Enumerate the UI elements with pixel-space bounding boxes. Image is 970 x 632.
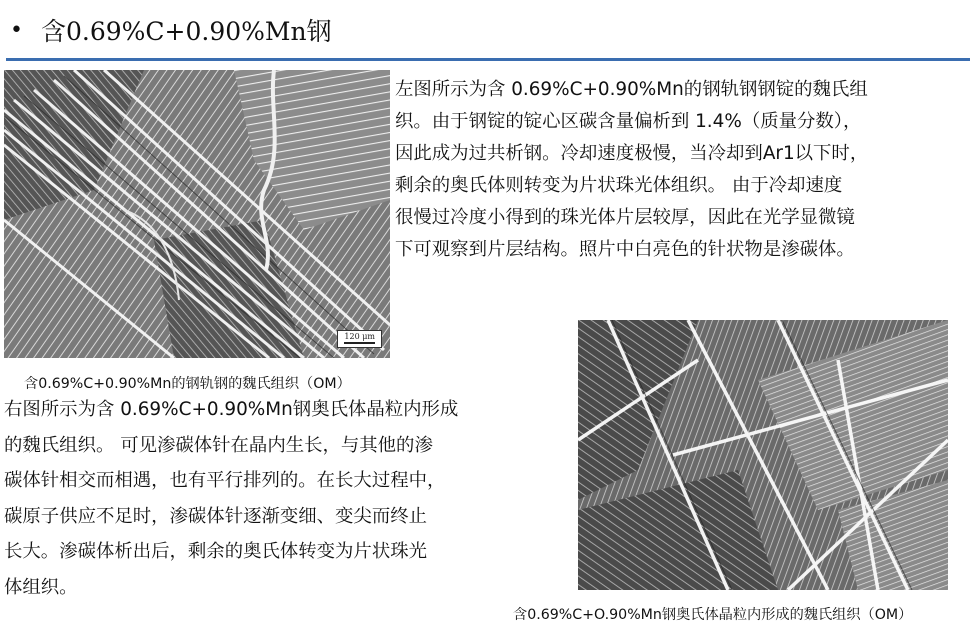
scale-bar (337, 330, 382, 348)
paragraph-left: 右图所示为含 0.69%C+0.90%Mn钢奥氏体晶粒内形成 的魏氏组织。 可见渗碳体针在晶内生长，与其他的渗 碳体针相交而相遇，也有平行排列的。在长大过程中， 碳原子供应不足时，渗碳体针逐渐变细、变尖而终止 长大。渗碳体析出后，剩余的奥氏体转变为片状珠光 体组织。 (4, 399, 459, 598)
paragraph-right: 左图所示为含 0.69%C+0.90%Mn的钢轨钢钢锭的魏氏组 织。由于钢锭的锭心区碳含量偏析到 1.4%（质量分数）， 因此成为过共析钢。冷却速度极慢，当冷却到Ar1以下时， 剩余的奥氏体则转变为片状珠光体组织。 由于冷却速度 很慢过冷度小得到的珠光体片层较厚，因此在光学显微镜 下可观察到片层结构。照片中白亮色的针状物是渗碳体。 (395, 79, 869, 260)
scale-bar-line (344, 342, 375, 344)
bullet-icon: • (10, 17, 23, 43)
title-divider (6, 58, 970, 61)
micrograph-left-texture (4, 70, 390, 358)
micrograph-right-texture (578, 320, 948, 590)
micrograph-right (578, 320, 948, 590)
scale-bar-label: 120 μm (344, 332, 375, 341)
caption-left: 含0.69%C+0.90%Mn的钢轨钢的魏氏组织（OM） (24, 376, 351, 392)
caption-right: 含0.69%C+O.90%Mn钢奥氏体晶粒内形成的魏氏组织（OM） (513, 607, 913, 623)
slide-title (10, 10, 332, 50)
micrograph-left (4, 70, 390, 358)
slide-title-text: 含0.69%C+0.90%Mn钢 (40, 17, 332, 46)
